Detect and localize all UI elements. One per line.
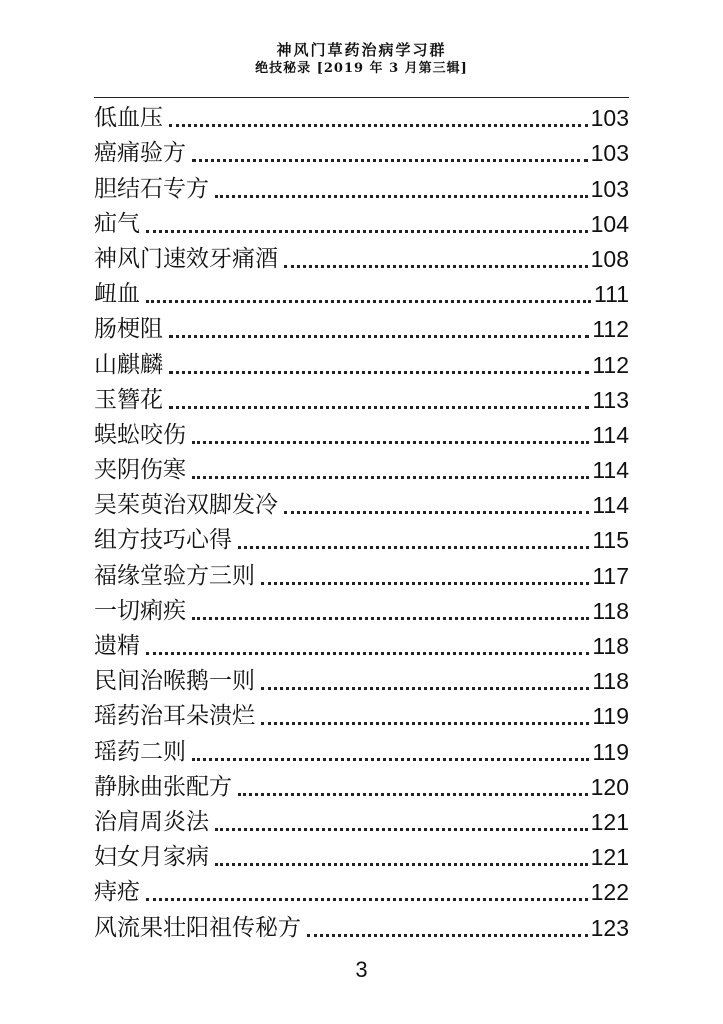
toc-entry[interactable]: [94, 204, 629, 239]
toc-entry[interactable]: [94, 837, 629, 872]
toc-entry[interactable]: [94, 309, 629, 344]
dot-leader: [215, 828, 588, 831]
toc-entry-page: 103: [590, 175, 629, 202]
toc-entry[interactable]: [94, 907, 629, 942]
toc-entry-title: 衄血: [94, 281, 140, 308]
toc-entry-page: 118: [592, 633, 629, 659]
toc-entry-title: 静脉曲张配方: [94, 773, 232, 800]
toc-entry-page: 112: [592, 351, 629, 378]
dot-leader: [146, 898, 588, 901]
toc-entry[interactable]: [94, 872, 629, 907]
toc-entry[interactable]: [94, 380, 629, 415]
toc-entry-title: 一切痢疾: [94, 597, 186, 624]
toc-entry-title: 玉簪花: [94, 386, 163, 413]
dot-leader: [261, 582, 589, 585]
toc-entry[interactable]: [94, 98, 629, 133]
toc-entry-title: 瑶药二则: [94, 738, 186, 765]
toc-entry-title: 遗精: [94, 633, 140, 659]
toc-entry-page: 114: [592, 457, 629, 484]
toc-entry-page: 114: [592, 492, 629, 519]
toc-entry[interactable]: [94, 415, 629, 450]
dot-leader: [307, 934, 588, 937]
dot-leader: [146, 230, 588, 233]
toc-entry-title: 低血压: [94, 105, 163, 132]
header-title: 神风门草药治病学习群: [276, 41, 447, 59]
dot-leader: [261, 687, 589, 690]
page-number: 3: [355, 957, 368, 982]
page-header: [0, 40, 723, 78]
header-subtitle: 绝技秘录 [2019 年 3 月第三辑]: [255, 61, 468, 76]
toc-entry[interactable]: [94, 274, 629, 309]
toc-entry-title: 治肩周炎法: [94, 808, 209, 835]
toc-entry-page: 123: [590, 914, 629, 941]
dot-leader: [169, 371, 589, 374]
toc-entry-page: 114: [592, 421, 629, 448]
dot-leader: [146, 652, 589, 655]
toc-entry[interactable]: [94, 591, 629, 626]
toc-entry-title: 夹阴伤寒: [94, 457, 186, 484]
dot-leader: [215, 195, 588, 198]
toc-entry-page: 122: [590, 879, 629, 906]
toc-entry-page: 112: [592, 316, 629, 343]
toc-entry-title: 痔疮: [94, 879, 140, 906]
toc-entry-page: 118: [592, 597, 629, 624]
toc-entry-title: 福缘堂验方三则: [94, 562, 255, 589]
toc-entry[interactable]: [94, 767, 629, 802]
table-of-contents: [94, 98, 629, 943]
toc-entry[interactable]: [94, 344, 629, 379]
dot-leader: [192, 617, 589, 620]
toc-entry[interactable]: [94, 696, 629, 731]
toc-entry[interactable]: [94, 626, 629, 661]
toc-entry[interactable]: [94, 239, 629, 274]
toc-entry[interactable]: [94, 133, 629, 168]
toc-entry-page: 121: [590, 844, 629, 871]
dot-leader: [169, 335, 589, 338]
dot-leader: [215, 863, 588, 866]
toc-entry-title: 癌痛验方: [94, 140, 186, 167]
toc-entry-page: 117: [592, 562, 629, 589]
toc-entry-page: 120: [590, 773, 629, 800]
toc-entry-page: 103: [590, 140, 629, 167]
toc-entry[interactable]: [94, 731, 629, 766]
toc-entry[interactable]: [94, 450, 629, 485]
toc-entry-title: 风流果壮阳祖传秘方: [94, 914, 301, 941]
toc-entry-page: 113: [592, 386, 629, 413]
toc-entry[interactable]: [94, 485, 629, 520]
toc-entry-page: 111: [594, 281, 629, 308]
dot-leader: [238, 546, 589, 549]
toc-entry[interactable]: [94, 555, 629, 590]
dot-leader: [284, 511, 589, 514]
toc-entry-title: 妇女月家病: [94, 844, 209, 871]
toc-entry-title: 吴茱萸治双脚发冷: [94, 492, 278, 519]
toc-entry[interactable]: [94, 802, 629, 837]
toc-entry-title: 蜈蚣咬伤: [94, 421, 186, 448]
dot-leader: [284, 265, 588, 268]
toc-entry[interactable]: [94, 168, 629, 203]
toc-entry-title: 肠梗阻: [94, 316, 163, 343]
toc-entry-page: 119: [592, 703, 629, 730]
toc-entry[interactable]: [94, 520, 629, 555]
toc-entry-title: 神风门速效牙痛酒: [94, 245, 278, 272]
toc-entry-title: 山麒麟: [94, 351, 163, 378]
dot-leader: [169, 406, 589, 409]
dot-leader: [146, 300, 591, 303]
dot-leader: [192, 159, 588, 162]
toc-entry-page: 121: [590, 808, 629, 835]
toc-entry-page: 115: [592, 527, 629, 554]
toc-entry-title: 瑶药治耳朵溃烂: [94, 703, 255, 730]
toc-entry-page: 118: [592, 668, 629, 695]
dot-leader: [192, 758, 589, 761]
dot-leader: [238, 793, 588, 796]
dot-leader: [192, 476, 589, 479]
dot-leader: [192, 441, 589, 444]
toc-entry[interactable]: [94, 661, 629, 696]
dot-leader: [169, 124, 588, 127]
dot-leader: [261, 722, 589, 725]
toc-entry-page: 104: [590, 210, 629, 237]
toc-entry-page: 103: [590, 105, 629, 132]
toc-entry-title: 胆结石专方: [94, 175, 209, 202]
toc-entry-page: 119: [592, 738, 629, 765]
toc-entry-title: 民间治喉鹅一则: [94, 668, 255, 695]
toc-entry-page: 108: [590, 245, 629, 272]
toc-entry-title: 组方技巧心得: [94, 527, 232, 554]
toc-entry-title: 疝气: [94, 210, 140, 237]
